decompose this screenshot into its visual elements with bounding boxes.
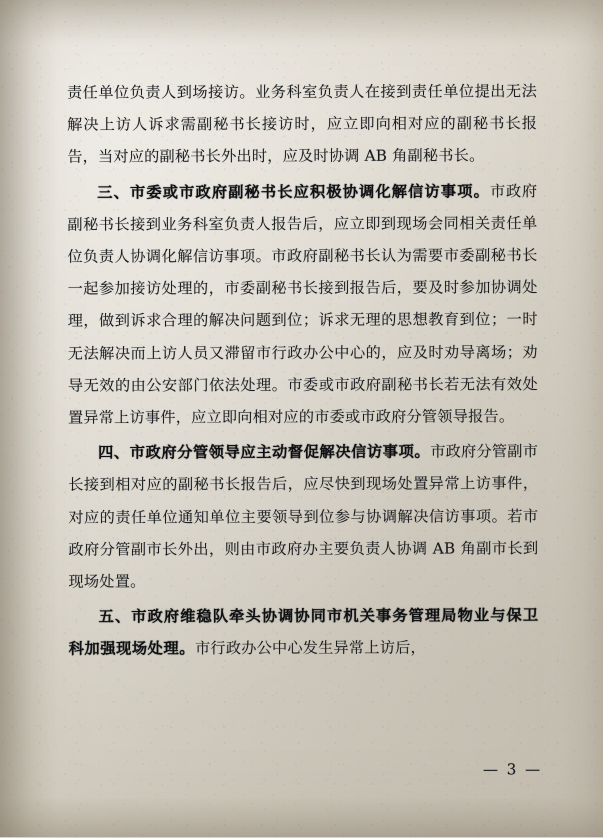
document-text-body [67,75,539,668]
paragraph-text: 市政府副秘书长接到业务科室负责人报告后，应立即到现场会同相关责任单位负责人协调化解信访事项。市政府副秘书长认为需要市委副秘书长一起参加接访处理的，市委副秘书长接到报告后，要及时参加协调处理，做到诉求合理的解决问题到位；诉求无理的思想教育到位；一时无法解决而上访人员又滞留市行政办公中心的，应及时劝导离场；劝导无效的由公安部门依法处理。市委或市政府副秘书长若无法有效处置异常上访事件，应立即向相对应的市委或市政府分管领导报告。 [67,181,538,427]
section-heading-3: 三、市委或市政府副秘书长应积极协调化解信访事项。 [97,182,491,202]
paragraph-text: 市行政办公中心发生异常上访后， [195,639,426,658]
paragraph-item-4 [68,435,539,597]
paragraph-item-5 [69,600,539,666]
paragraph-text: 责任单位负责人到场接访。业务科室负责人在接到责任单位提出无法解决上访人诉求需副秘书长接访时，应立即向相对应的副秘书长报告，当对应的副秘书长外出时，应及时协调 AB 角副秘书长。 [66,82,538,167]
section-heading-5: 五、市政府维稳队牵头协调协同市机关事务管理局物业与保卫科加强现场处理。 [68,606,539,659]
section-heading-4: 四、市政府分管领导应主动督促解决信访事项。 [98,442,431,462]
paragraph-text: 市政府分管副市长接到相对应的副秘书长报告后，应尽快到现场处置异常上访事件，对应的责任单位通知单位主要领导到位参与协调解决信访事项。若市政府分管副市长外出，则由市政府办主要负责人协调 AB 角副市长到现场处置。 [68,442,539,591]
paragraph-item-3 [67,175,538,434]
paragraph-continued [67,75,537,173]
page-number: — 3 — [482,760,543,779]
